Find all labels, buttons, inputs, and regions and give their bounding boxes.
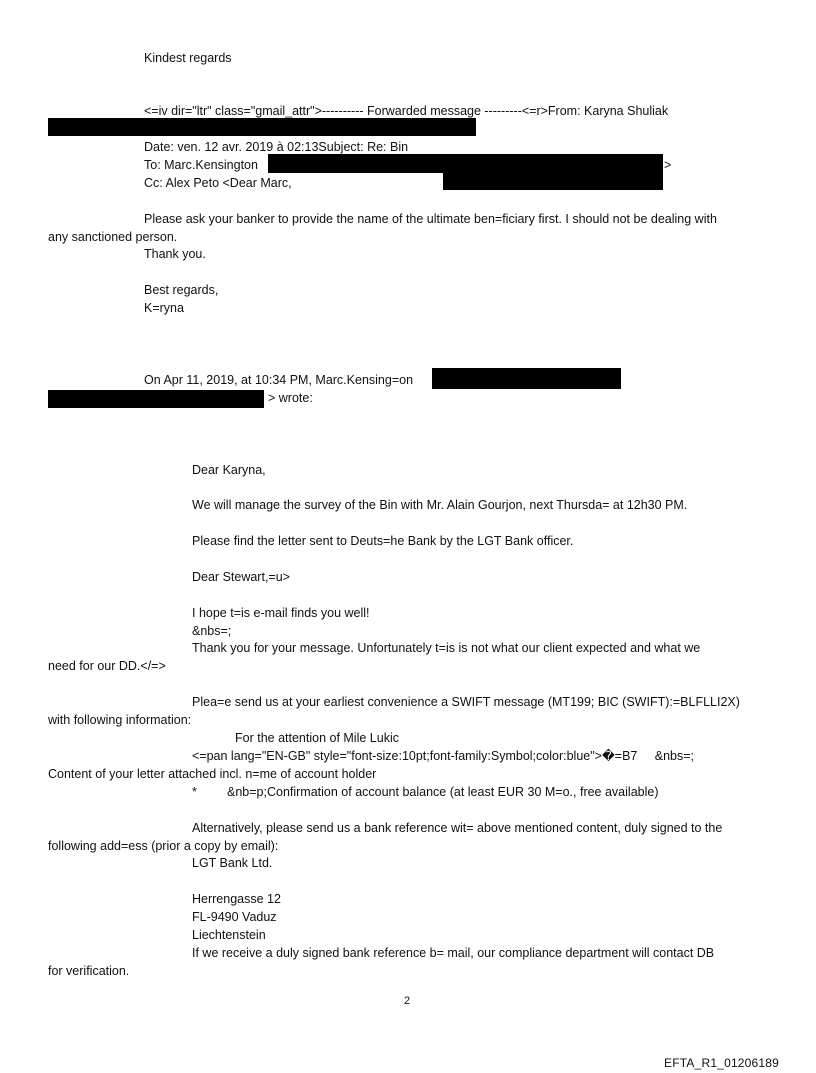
quoted-paragraph: If we receive a duly signed bank reference b= mail, our compliance department will contact DB <box>192 946 715 960</box>
quoted-paragraph-cont: Content of your letter attached incl. n=me of account holder <box>48 767 377 781</box>
to-line: To: Marc.Kensington <box>144 158 258 172</box>
quoted-paragraph-cont: for verification. <box>48 964 130 978</box>
quoted-paragraph-cont: following add=ess (prior a copy by email): <box>48 839 279 853</box>
forward-header: <=iv dir="ltr" class="gmail_attr">---------- Forwarded message ---------<=r>From: Karyna Shuliak <box>144 104 669 118</box>
quoted-paragraph: Dear Stewart,=u> <box>192 570 290 584</box>
address-line: Liechtenstein <box>192 928 266 942</box>
quoted-paragraph: I hope t=is e-mail finds you well! <box>192 606 370 620</box>
redaction-bar <box>443 172 663 190</box>
to-line-end: > <box>664 158 672 172</box>
quoted-greeting: Dear Karyna, <box>192 463 266 477</box>
redaction-bar <box>432 368 621 389</box>
redaction-bar <box>48 118 476 136</box>
date-subject-line: Date: ven. 12 avr. 2019 à 02:13Subject: Re: Bin <box>144 140 409 154</box>
signature-text: K=ryna <box>144 301 184 315</box>
bullet-marker: * <box>192 785 197 799</box>
quoted-paragraph-cont: need for our DD.</=> <box>48 659 166 673</box>
body-paragraph: Please ask your banker to provide the name of the ultimate ben=ficiary first. I should not be dealing with <box>144 212 717 226</box>
quoted-paragraph: LGT Bank Ltd. <box>192 856 273 870</box>
quote-header-end: > wrote: <box>268 391 313 405</box>
best-regards-text: Best regards, <box>144 283 219 297</box>
thanks-text: Thank you. <box>144 247 206 261</box>
quoted-paragraph: Thank you for your message. Unfortunately t=is is not what our client expected and what we <box>192 641 701 655</box>
cc-line: Cc: Alex Peto <Dear Marc, <box>144 176 292 190</box>
quote-header: On Apr 11, 2019, at 10:34 PM, Marc.Kensing=on <box>144 373 414 387</box>
quoted-paragraph: &nbs=; <box>192 624 232 638</box>
redaction-bar <box>48 390 264 408</box>
document-id: EFTA_R1_01206189 <box>664 1056 780 1070</box>
quoted-paragraph: We will manage the survey of the Bin with Mr. Alain Gourjon, next Thursda= at 12h30 PM. <box>192 498 688 512</box>
address-line: Herrengasse 12 <box>192 892 281 906</box>
address-line: FL-9490 Vaduz <box>192 910 277 924</box>
quoted-paragraph-cont: with following information: <box>48 713 192 727</box>
closing-text: Kindest regards <box>144 51 232 65</box>
quoted-paragraph: Plea=e send us at your earliest convenience a SWIFT message (MT199; BIC (SWIFT):=BLFLLI2X) <box>192 695 740 709</box>
redaction-bar <box>268 154 663 173</box>
page-number: 2 <box>404 995 411 1007</box>
quoted-paragraph: For the attention of Mile Lukic <box>235 731 399 745</box>
quoted-paragraph: <=pan lang="EN-GB" style="font-size:10pt;font-family:Symbol;color:blue">�=B7 &nbs=; <box>192 749 695 763</box>
quoted-paragraph: Please find the letter sent to Deuts=he Bank by the LGT Bank officer. <box>192 534 574 548</box>
quoted-paragraph: Alternatively, please send us a bank reference wit= above mentioned content, duly signed to the <box>192 821 723 835</box>
quoted-paragraph: &nb=p;Confirmation of account balance (at least EUR 30 M=o., free available) <box>227 785 659 799</box>
body-paragraph-cont: any sanctioned person. <box>48 230 178 244</box>
